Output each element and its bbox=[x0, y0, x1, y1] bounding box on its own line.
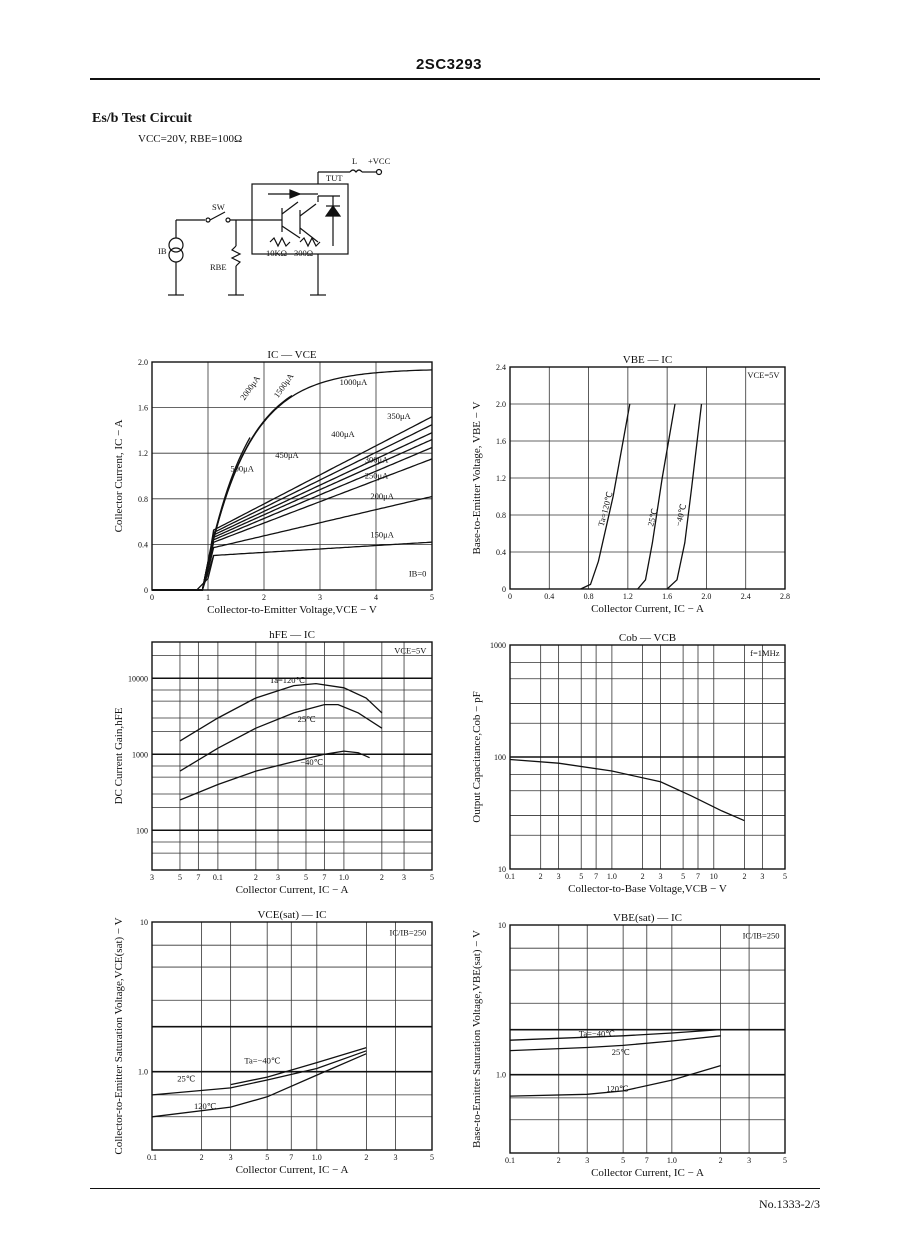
x-tick-label: 5 bbox=[430, 873, 434, 882]
chart-cob-vcb-plot bbox=[471, 632, 787, 895]
x-tick-label: 2 bbox=[640, 872, 645, 881]
curve-label: 25℃ bbox=[297, 713, 316, 724]
curve-label: 1500μA bbox=[271, 371, 296, 400]
tut-label: TUT bbox=[326, 173, 343, 183]
series-line bbox=[152, 459, 432, 590]
series-line bbox=[152, 440, 432, 591]
series-line bbox=[152, 497, 432, 591]
footer-rule bbox=[90, 1188, 820, 1189]
x-tick-label: 7 bbox=[644, 1156, 649, 1165]
inductor-label: L bbox=[352, 156, 358, 166]
chart-vcesat-ic-plot bbox=[113, 909, 434, 1176]
x-tick-label: 2 bbox=[718, 1156, 723, 1165]
curve-label: Ta=120℃ bbox=[269, 675, 306, 686]
curve-label: 250μA bbox=[364, 470, 389, 481]
x-tick-label: 3 bbox=[276, 873, 281, 882]
y-axis-label: Collector-to-Emitter Saturation Voltage,VCE(sat) − V bbox=[113, 917, 125, 1155]
y-tick-label: 1.0 bbox=[138, 1067, 148, 1077]
x-tick-label: 7 bbox=[594, 872, 599, 881]
x-tick-label: 2 bbox=[379, 873, 384, 882]
x-tick-label: 7 bbox=[196, 873, 201, 882]
condition-note: IC/IB=250 bbox=[389, 927, 427, 938]
condition-note: IC/IB=250 bbox=[742, 930, 780, 941]
curve-label: 25℃ bbox=[611, 1046, 630, 1057]
x-tick-label: 1 bbox=[206, 593, 210, 602]
x-tick-label: 3 bbox=[556, 872, 561, 881]
y-axis-label: Collector Current, IC − A bbox=[113, 419, 125, 533]
curve-label: Ta=120℃ bbox=[595, 490, 615, 528]
resistor2-label: 300Ω bbox=[294, 248, 314, 258]
x-tick-label: 3 bbox=[402, 873, 407, 882]
x-tick-label: 3 bbox=[228, 1153, 233, 1162]
x-tick-label: 0.1 bbox=[505, 1156, 515, 1165]
x-tick-label: 0.1 bbox=[505, 872, 515, 881]
chart-title: IC — VCE bbox=[267, 349, 317, 361]
switch-label: SW bbox=[212, 202, 225, 212]
x-tick-label: 2 bbox=[262, 593, 266, 602]
x-axis-label: Collector Current, IC − A bbox=[591, 1167, 704, 1179]
curve-label: 350μA bbox=[387, 411, 411, 421]
condition-note: VCE=5V bbox=[394, 645, 427, 656]
circuit-title: Es/b Test Circuit bbox=[92, 111, 193, 126]
series-line bbox=[152, 448, 432, 591]
x-tick-label: 2 bbox=[538, 872, 543, 881]
y-tick-label: 0.8 bbox=[138, 494, 148, 504]
y-tick-label: 1000 bbox=[132, 750, 148, 760]
curve-label: 500μA bbox=[230, 463, 254, 474]
x-tick-label: 5 bbox=[621, 1156, 626, 1165]
rbe-label: RBE bbox=[210, 262, 227, 272]
x-tick-label: 5 bbox=[430, 593, 434, 602]
y-tick-label: 10 bbox=[498, 921, 506, 930]
x-tick-label: 7 bbox=[322, 873, 327, 882]
x-tick-label: 0.1 bbox=[147, 1153, 157, 1162]
x-tick-label: 1.0 bbox=[338, 873, 349, 882]
y-tick-label: 0 bbox=[144, 586, 148, 595]
chart-vcesat-ic bbox=[113, 909, 434, 1176]
x-tick-label: 3 bbox=[393, 1153, 398, 1162]
x-tick-label: 3 bbox=[585, 1156, 590, 1165]
x-tick-label: 2 bbox=[253, 873, 258, 882]
series-line bbox=[180, 705, 382, 772]
x-tick-label: 3 bbox=[658, 872, 663, 881]
chart-title: hFE — IC bbox=[269, 629, 315, 641]
y-axis-label: Base-to-Emitter Voltage, VBE − V bbox=[471, 401, 483, 555]
x-tick-label: 1.0 bbox=[606, 872, 617, 881]
curve-label: 300μA bbox=[364, 454, 389, 465]
y-tick-label: 1.2 bbox=[496, 474, 506, 483]
x-tick-label: 2.0 bbox=[701, 592, 712, 601]
x-tick-label: 2.8 bbox=[780, 592, 790, 601]
series-line bbox=[152, 370, 432, 590]
x-tick-label: 5 bbox=[783, 872, 787, 881]
x-axis-label: Collector Current, IC − A bbox=[235, 1164, 349, 1176]
x-axis-label: Collector-to-Emitter Voltage,VCE − V bbox=[207, 604, 377, 616]
chart-ic-vce-plot bbox=[113, 349, 434, 616]
chart-title: Cob — VCB bbox=[618, 632, 677, 644]
x-tick-label: 0 bbox=[508, 592, 512, 601]
header-rule bbox=[90, 78, 820, 80]
x-tick-label: 3 bbox=[747, 1156, 752, 1165]
series-line bbox=[152, 438, 250, 591]
curve-label: Ta=−40℃ bbox=[244, 1055, 281, 1066]
x-tick-label: 2 bbox=[199, 1153, 204, 1162]
x-axis-label: Collector-to-Base Voltage,VCB − V bbox=[568, 883, 727, 895]
test-circuit-diagram bbox=[150, 150, 410, 310]
condition-note: f=1MHz bbox=[750, 648, 780, 659]
series-line bbox=[638, 404, 675, 589]
chart-title: VBE(sat) — IC bbox=[612, 912, 683, 924]
x-tick-label: 5 bbox=[681, 872, 686, 881]
series-line bbox=[152, 417, 432, 590]
y-axis-label: DC Current Gain,hFE bbox=[113, 707, 125, 805]
y-axis-label: Base-to-Emitter Saturation Voltage,VBE(sat) − V bbox=[471, 930, 483, 1148]
chart-title: VBE — IC bbox=[622, 354, 673, 366]
series-line bbox=[510, 760, 745, 821]
curve-label: 120℃ bbox=[606, 1083, 629, 1094]
chart-cob-vcb bbox=[471, 632, 787, 895]
x-tick-label: 7 bbox=[289, 1153, 294, 1162]
curve-label: 150μA bbox=[370, 529, 394, 540]
chart-ic-vce bbox=[113, 349, 434, 616]
x-tick-label: 2 bbox=[742, 872, 747, 881]
y-tick-label: 2.4 bbox=[496, 363, 506, 372]
x-axis-label: Collector Current, IC − A bbox=[591, 603, 704, 615]
vcc-label: +VCC bbox=[368, 156, 391, 166]
y-tick-label: 0.4 bbox=[138, 540, 148, 550]
curve-label: −40℃ bbox=[672, 502, 689, 528]
curve-label: 200μA bbox=[370, 490, 394, 501]
y-tick-label: 10 bbox=[498, 865, 506, 874]
y-tick-label: 0 bbox=[502, 585, 506, 594]
y-tick-label: 1.2 bbox=[138, 449, 148, 459]
resistor1-label: 10KΩ bbox=[266, 248, 287, 258]
y-tick-label: 1.6 bbox=[138, 403, 148, 413]
curve-label: 25℃ bbox=[645, 507, 660, 528]
x-tick-label: 2 bbox=[556, 1156, 561, 1165]
y-tick-label: 2.0 bbox=[496, 400, 506, 409]
x-tick-label: 5 bbox=[265, 1153, 270, 1162]
series-line bbox=[180, 684, 382, 741]
curve-label: Ta=−40℃ bbox=[578, 1028, 615, 1039]
page-reference: No.1333-2/3 bbox=[759, 1197, 820, 1211]
series-line bbox=[180, 751, 370, 800]
circuit-conditions: VCC=20V, RBE=100Ω bbox=[138, 133, 243, 145]
ib-label: IB bbox=[158, 246, 167, 256]
curve-label: −40℃ bbox=[300, 757, 324, 768]
curve-label: 120℃ bbox=[194, 1100, 217, 1111]
x-tick-label: 5 bbox=[579, 872, 584, 881]
chart-title: VCE(sat) — IC bbox=[257, 909, 327, 921]
x-tick-label: 0 bbox=[150, 593, 154, 602]
curve-label: 2000μA bbox=[237, 373, 262, 402]
curve-label: 400μA bbox=[331, 429, 355, 440]
x-tick-label: 5 bbox=[783, 1156, 787, 1165]
x-tick-label: 1.2 bbox=[622, 592, 633, 601]
x-axis-label: Collector Current, IC − A bbox=[235, 884, 349, 896]
x-tick-label: 5 bbox=[177, 873, 182, 882]
x-tick-label: 5 bbox=[430, 1153, 434, 1162]
y-tick-label: 1.0 bbox=[496, 1070, 506, 1080]
x-tick-label: 1.0 bbox=[311, 1153, 322, 1162]
x-tick-label: 3 bbox=[760, 872, 765, 881]
curve-label: 25℃ bbox=[177, 1073, 196, 1084]
series-line bbox=[152, 396, 292, 591]
series-line bbox=[152, 542, 432, 590]
x-tick-label: 10 bbox=[709, 872, 718, 881]
y-axis-label: Output Capacitance,Cob − pF bbox=[471, 691, 483, 823]
curve-label: 1000μA bbox=[339, 376, 368, 387]
y-tick-label: 0.4 bbox=[496, 548, 506, 557]
chart-vbesat-ic-plot bbox=[471, 912, 787, 1179]
x-tick-label: 3 bbox=[318, 593, 322, 602]
y-tick-label: 1000 bbox=[490, 641, 506, 650]
x-tick-label: 4 bbox=[374, 593, 378, 602]
curve-label: 450μA bbox=[275, 449, 299, 460]
page-title: 2SC3293 bbox=[415, 56, 483, 73]
condition-note: IB=0 bbox=[408, 568, 427, 579]
x-tick-label: 0.1 bbox=[212, 873, 223, 882]
series-line bbox=[667, 404, 701, 589]
x-tick-label: 2 bbox=[364, 1153, 369, 1162]
condition-note: VCE=5V bbox=[747, 370, 780, 381]
x-tick-label: 0.8 bbox=[583, 592, 594, 601]
x-tick-label: 3 bbox=[150, 873, 154, 882]
chart-vbe-ic-plot bbox=[471, 354, 790, 615]
y-tick-label: 1.6 bbox=[496, 437, 506, 446]
x-tick-label: 7 bbox=[695, 872, 700, 881]
x-tick-label: 2.4 bbox=[740, 592, 751, 601]
x-tick-label: 1.6 bbox=[662, 592, 673, 601]
y-tick-label: 100 bbox=[136, 826, 148, 836]
y-tick-label: 0.8 bbox=[496, 511, 506, 520]
y-tick-label: 10 bbox=[140, 918, 148, 927]
series-line bbox=[231, 1048, 367, 1085]
chart-vbe-ic bbox=[471, 354, 790, 615]
x-tick-label: 5 bbox=[303, 873, 308, 882]
x-tick-label: 0.4 bbox=[544, 592, 555, 601]
chart-hfe-ic-plot bbox=[113, 629, 434, 896]
y-tick-label: 2.0 bbox=[138, 358, 148, 367]
plot-frame bbox=[152, 922, 432, 1150]
y-tick-label: 100 bbox=[494, 753, 506, 762]
x-tick-label: 1.0 bbox=[666, 1156, 677, 1165]
y-tick-label: 10000 bbox=[128, 674, 148, 684]
chart-vbesat-ic bbox=[471, 912, 787, 1179]
chart-hfe-ic bbox=[113, 629, 434, 896]
